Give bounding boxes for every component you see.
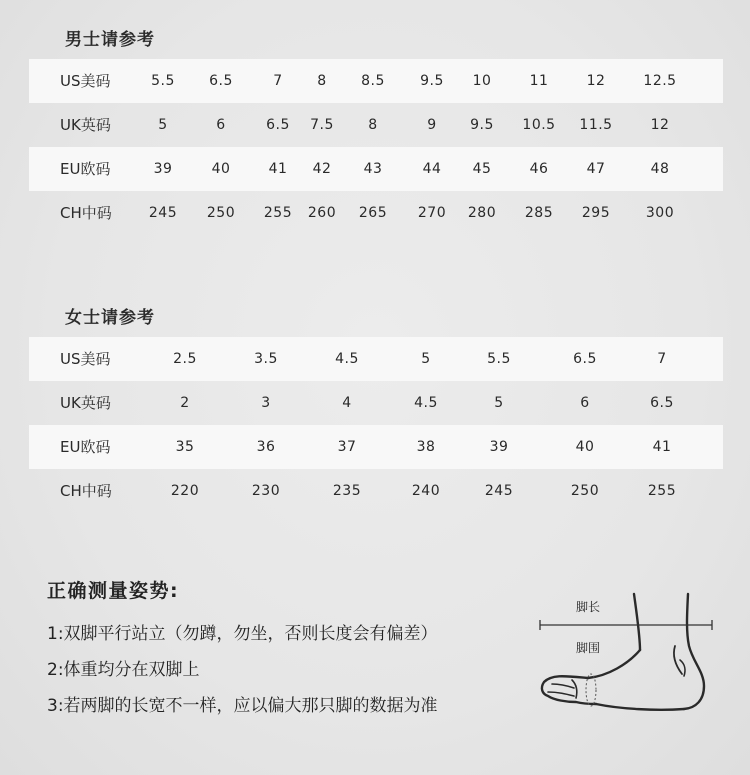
table-row (29, 337, 723, 381)
table-cell: 3.5 (254, 351, 278, 367)
table-cell: 5.5 (151, 73, 175, 89)
table-cell: 245 (148, 205, 178, 221)
table-row (29, 381, 723, 425)
table-cell: 41 (268, 161, 288, 177)
table-row (29, 191, 723, 235)
table-cell: 255 (263, 205, 293, 221)
table-cell: 280 (467, 205, 497, 221)
posture-item-1: 1:双脚平行站立（勿蹲，勿坐，否则长度会有偏差） (47, 624, 438, 644)
table-cell: 270 (417, 205, 447, 221)
table-cell: 36 (256, 439, 276, 455)
table-row (29, 59, 723, 103)
row-label: CH中码 (60, 204, 112, 222)
table-cell: 12 (650, 117, 670, 133)
table-cell: 2 (180, 395, 190, 411)
table-cell: 10 (472, 73, 492, 89)
table-cell: 9 (427, 117, 437, 133)
table-cell: 265 (358, 205, 388, 221)
measurement-posture (47, 576, 438, 727)
table-cell: 5 (494, 395, 504, 411)
table-cell: 2.5 (173, 351, 197, 367)
table-cell: 43 (363, 161, 383, 177)
table-cell: 44 (422, 161, 442, 177)
table-cell: 6.5 (209, 73, 233, 89)
table-cell: 35 (175, 439, 195, 455)
table-cell: 4.5 (414, 395, 438, 411)
table-cell: 295 (581, 205, 611, 221)
table-cell: 5 (421, 351, 431, 367)
row-label: CH中码 (60, 482, 112, 500)
men-section-title: 男士请参考 (65, 30, 155, 50)
row-label: US美码 (60, 72, 111, 90)
row-label: US美码 (60, 350, 111, 368)
table-cell: 4 (342, 395, 352, 411)
row-label: EU欧码 (60, 160, 111, 178)
table-cell: 9.5 (420, 73, 444, 89)
table-cell: 6.5 (650, 395, 674, 411)
table-row (29, 147, 723, 191)
row-label: EU欧码 (60, 438, 111, 456)
table-cell: 285 (524, 205, 554, 221)
foot-girth-label: 脚围 (576, 641, 601, 655)
table-cell: 6.5 (266, 117, 290, 133)
table-cell: 6 (216, 117, 226, 133)
table-cell: 40 (575, 439, 595, 455)
table-cell: 46 (529, 161, 549, 177)
table-cell: 250 (206, 205, 236, 221)
table-cell: 6 (580, 395, 590, 411)
table-cell: 4.5 (335, 351, 359, 367)
table-cell: 235 (332, 483, 362, 499)
table-row (29, 469, 723, 513)
table-cell: 9.5 (470, 117, 494, 133)
table-cell: 38 (416, 439, 436, 455)
table-cell: 7 (273, 73, 283, 89)
table-cell: 5 (158, 117, 168, 133)
men-size-table (29, 59, 723, 235)
table-cell: 7.5 (310, 117, 334, 133)
posture-item-2: 2:体重均分在双脚上 (47, 660, 200, 680)
table-cell: 42 (312, 161, 332, 177)
table-cell: 8 (368, 117, 378, 133)
table-cell: 47 (586, 161, 606, 177)
table-cell: 40 (211, 161, 231, 177)
foot-icon (542, 594, 704, 710)
table-cell: 300 (645, 205, 675, 221)
table-cell: 7 (657, 351, 667, 367)
table-row (29, 103, 723, 147)
table-cell: 11.5 (579, 117, 613, 133)
table-cell: 6.5 (573, 351, 597, 367)
table-cell: 5.5 (487, 351, 511, 367)
table-cell: 3 (261, 395, 271, 411)
table-cell: 39 (153, 161, 173, 177)
table-cell: 245 (484, 483, 514, 499)
posture-item-3: 3:若两脚的长宽不一样，应以偏大那只脚的数据为准 (47, 696, 438, 716)
table-cell: 11 (529, 73, 549, 89)
table-row (29, 425, 723, 469)
table-cell: 10.5 (522, 117, 556, 133)
row-label: UK英码 (60, 394, 111, 412)
table-cell: 12 (586, 73, 606, 89)
table-cell: 250 (570, 483, 600, 499)
table-cell: 39 (489, 439, 509, 455)
table-cell: 12.5 (643, 73, 677, 89)
table-cell: 48 (650, 161, 670, 177)
table-cell: 230 (251, 483, 281, 499)
foot-length-label: 脚长 (576, 600, 601, 614)
table-cell: 240 (411, 483, 441, 499)
table-cell: 255 (647, 483, 677, 499)
foot-diagram (536, 588, 716, 718)
women-size-table (29, 337, 723, 513)
posture-title: 正确测量姿势: (47, 580, 180, 602)
table-cell: 8 (317, 73, 327, 89)
table-cell: 41 (652, 439, 672, 455)
table-cell: 37 (337, 439, 357, 455)
table-cell: 260 (307, 205, 337, 221)
row-label: UK英码 (60, 116, 111, 134)
table-cell: 220 (170, 483, 200, 499)
women-section-title: 女士请参考 (65, 308, 155, 328)
table-cell: 45 (472, 161, 492, 177)
table-cell: 8.5 (361, 73, 385, 89)
